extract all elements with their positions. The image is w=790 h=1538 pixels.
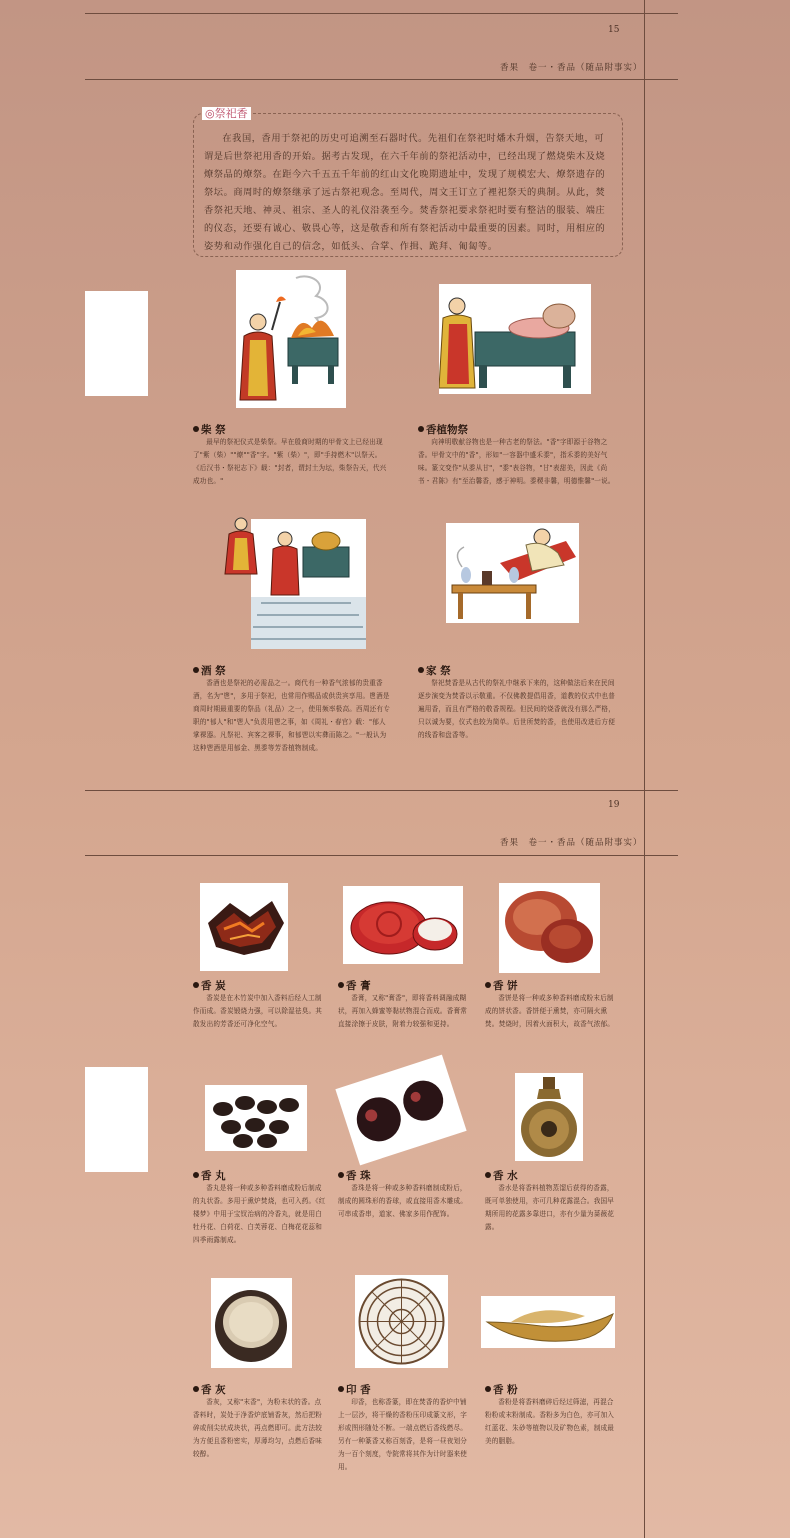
caption-text: 香 粉 — [493, 1384, 518, 1396]
image-xiang-hui — [211, 1278, 292, 1368]
desc-xiang-gao: 香膏，又称"膏香"，即将香料调融成糊状，再加入蜂蜜等黏状物混合而成。香膏常直接涂擦于皮肤，附着力较强和更持。 — [338, 994, 468, 1028]
caption-text: 柴 祭 — [201, 424, 226, 436]
caption-text: 香 饼 — [493, 980, 518, 992]
image-xiang-bing — [499, 883, 600, 973]
desc-jiu-ji: 香酒也是祭祀的必需品之一。商代有一种香气浓郁的贵重香酒，名为"鬯"，多用于祭祀，也常用作赐品或供贵宾享用。鬯酒是商周时期最重要的祭品（礼品）之一，使用频率极高。西周还有专职的"郁人"和"鬯人"负责用鬯之事，如《周礼・春官》载："郁人掌祼器。凡祭祀、宾客之祼事，和郁鬯以实彝而陈之。"一般认为这种鬯酒是用郁金、黑黍等芳香植物制成。 — [193, 679, 391, 752]
intro-title: ◎祭祀香 — [202, 107, 251, 120]
caption-text: 香 炭 — [201, 980, 226, 992]
illustration-chai-ji — [236, 270, 346, 408]
running-head: 香果 卷一・香品（随品附事实） — [500, 838, 643, 848]
bullet-icon — [418, 667, 424, 673]
bullet-icon — [193, 982, 199, 988]
right-margin-rule — [644, 790, 645, 1538]
image-xiang-zhu — [335, 1055, 466, 1166]
page-number: 19 — [608, 800, 620, 810]
blank-box — [85, 291, 148, 396]
image-xiang-fen — [481, 1296, 615, 1348]
desc-xiang-bing: 香饼是将一种或多种香料磨成粉末后制成的饼状香。香饼便于熏焚，亦可隔火熏焚。焚烧时，因着火面积大，故香气浓郁。 — [485, 994, 615, 1028]
running-head: 香果 卷一・香品（随品附事实） — [500, 63, 643, 73]
header-rule — [85, 79, 678, 80]
bullet-icon — [418, 426, 424, 432]
intro-text: 在我国，香用于祭祀的历史可追溯至石器时代。先祖们在祭祀时燔木升烟，告祭天地，可谓是后世祭祀用香的开始。据考古发现，在六千年前的祭祀活动中，已经出现了燃烧柴木及烧燎祭品的燎祭。在距今六千五五千年前的红山文化晚期遗址中，发现了规模宏大、燎祭遗存的祭坛。商周时的燎祭继承了远古祭祀观念。至周代，周文王订立了裡祀祭天的典制。从此，焚香祭祀天地、神灵、祖宗、圣人的礼仪沿袭至今。焚香祭祀要求祭祀时要有整洁的服装、端庄的仪态，还要有诚心、敬畏心等，这是敬香和所有祭祀活动中最重要的因素。同时，用相应的姿势和动作强化自己的信念，如低头、合掌、作揖、跪拜、匍匐等。 — [204, 133, 606, 252]
illustration-jiu-ji-dancer — [221, 512, 261, 582]
caption-xiang-zhi-wu-ji — [418, 422, 468, 437]
caption-text: 印 香 — [346, 1384, 371, 1396]
caption-xiang-tan — [193, 978, 226, 993]
header-rule — [85, 855, 678, 856]
caption-jia-ji — [418, 663, 451, 678]
image-xiang-gao — [343, 886, 463, 964]
caption-xiang-hui — [193, 1382, 226, 1397]
desc-chai-ji: 最早的祭祀仪式是柴祭。早在殷商时期的甲骨文上已经出现了"紫（柴）""燎""香"字。"紫（柴）"，即"手持燃木"以祭天。《后汉书・祭祀志下》载："封者，谓封土为坛，柴祭告天，代兴成功也。" — [193, 438, 387, 485]
desc-xiang-zhu: 香珠是将一种或多种香料磨制成粉后，制成的圆珠形的香球，或直接用香木雕成。可串成香串，道家、佛家多用作配饰。 — [338, 1184, 468, 1218]
right-margin-rule — [644, 0, 645, 790]
caption-xiang-gao — [338, 978, 371, 993]
desc-xiang-zhi-wu-ji: 向神明敬献谷物也是一种古老的祭法。"香"字即源于谷物之香。甲骨文中的"香"，形如"一容器中盛禾黍"，指禾黍的美好气味。篆文变作"从黍从甘"，"黍"表谷物，"甘"表甜美，因此《尚书・君陈》有"至治馨香，感于神明。黍稷非馨，明德惟馨"一说。 — [418, 438, 615, 485]
caption-xiang-wan — [193, 1168, 226, 1183]
bullet-icon — [485, 1386, 491, 1392]
desc-xiang-shui: 香水是将香料植物蒸馏后获得的香露，既可单独使用，亦可几种花露混合。我国早期所用的花露多靠进口，亦有少量为蔷薇花露。 — [485, 1184, 615, 1231]
desc-jia-ji: 祭祀焚香是从古代的祭礼中继承下来的，这种做法后来在民间逐步演变为焚香以示敬重。不仅佛教提倡用香，道教的仪式中也普遍用香，而且有严格的敬香规程。但民间的烧香就没有那么严格，只以诚为要，仪式也较为简单。后世所焚的香，也使用改进后方便的线香和盘香等。 — [418, 679, 616, 739]
bullet-icon — [193, 1172, 199, 1178]
intro-box — [193, 107, 623, 257]
page-number: 15 — [608, 25, 620, 35]
caption-text: 香 丸 — [201, 1170, 226, 1182]
bullet-icon — [485, 1172, 491, 1178]
caption-chai-ji — [193, 422, 226, 437]
caption-text: 香 水 — [493, 1170, 518, 1182]
illustration-xiang-zhi-wu-ji — [439, 284, 591, 394]
bullet-icon — [338, 982, 344, 988]
caption-xiang-zhu — [338, 1168, 371, 1183]
top-rule — [85, 13, 678, 14]
bullet-icon — [338, 1386, 344, 1392]
desc-xiang-hui: 香灰，又称"末香"，为粉末状的香。点香料时，炭处于净香炉底铺香灰，然后把粉碎或削尖状成块状，再点燃即可。此方法较为方便且香粉密实，厚薄均匀，点燃后香味较醇。 — [193, 1398, 323, 1458]
caption-text: 香植物祭 — [426, 424, 468, 436]
image-yin-xiang — [355, 1275, 448, 1368]
blank-box — [85, 1067, 148, 1172]
caption-text: 香 灰 — [201, 1384, 226, 1396]
bullet-icon — [338, 1172, 344, 1178]
bullet-icon — [193, 426, 199, 432]
desc-xiang-wan: 香丸是将一种或多种香料磨成粉后制成的丸状香。多用于熏炉焚烧，也可入药。《红楼梦》中用于宝钗治病的冷香丸，就是用白牡丹花、白荷花、白芙蓉花、白梅花花蕊和四季雨露制成。 — [193, 1184, 326, 1244]
image-xiang-tan — [200, 883, 288, 971]
bullet-icon — [193, 1386, 199, 1392]
bullet-icon — [485, 982, 491, 988]
caption-xiang-fen — [485, 1382, 518, 1397]
illustration-jiu-ji — [251, 519, 366, 649]
desc-xiang-fen: 香粉是将香料磨碎后经过筛滤，再混合粉粉或末粉制成。香粉多为白色，亦可加入红蓝花、朱砂等植物以及矿物色素，制成最美的胭脂。 — [485, 1398, 615, 1445]
desc-xiang-tan: 香炭是在木竹炭中加入香料后经人工制作而成。香炭锻烧力强，可以除湿祛臭。其散发出的芳香还可净化空气。 — [193, 994, 323, 1028]
caption-jiu-ji — [193, 663, 226, 678]
caption-text: 香 膏 — [346, 980, 371, 992]
image-xiang-wan — [205, 1085, 307, 1151]
caption-xiang-bing — [485, 978, 518, 993]
caption-xiang-shui — [485, 1168, 518, 1183]
page-divider-rule — [85, 790, 678, 791]
bullet-icon — [193, 667, 199, 673]
illustration-jia-ji — [446, 523, 579, 623]
caption-text: 香 珠 — [346, 1170, 371, 1182]
image-xiang-shui — [515, 1073, 583, 1161]
caption-text: 家 祭 — [426, 665, 451, 677]
caption-yin-xiang — [338, 1382, 371, 1397]
desc-yin-xiang: 印香，也称香篆，即在焚香的香炉中铺上一层沙，将干燥的香粉压印成篆文形，字形或图形随处不断。一端点燃后香线燃尽。另有一种篆香又称百刻香，是将一昼夜划分为一百个刻度，寺院常将其作为计时器来使用。 — [338, 1398, 468, 1471]
caption-text: 酒 祭 — [201, 665, 226, 677]
